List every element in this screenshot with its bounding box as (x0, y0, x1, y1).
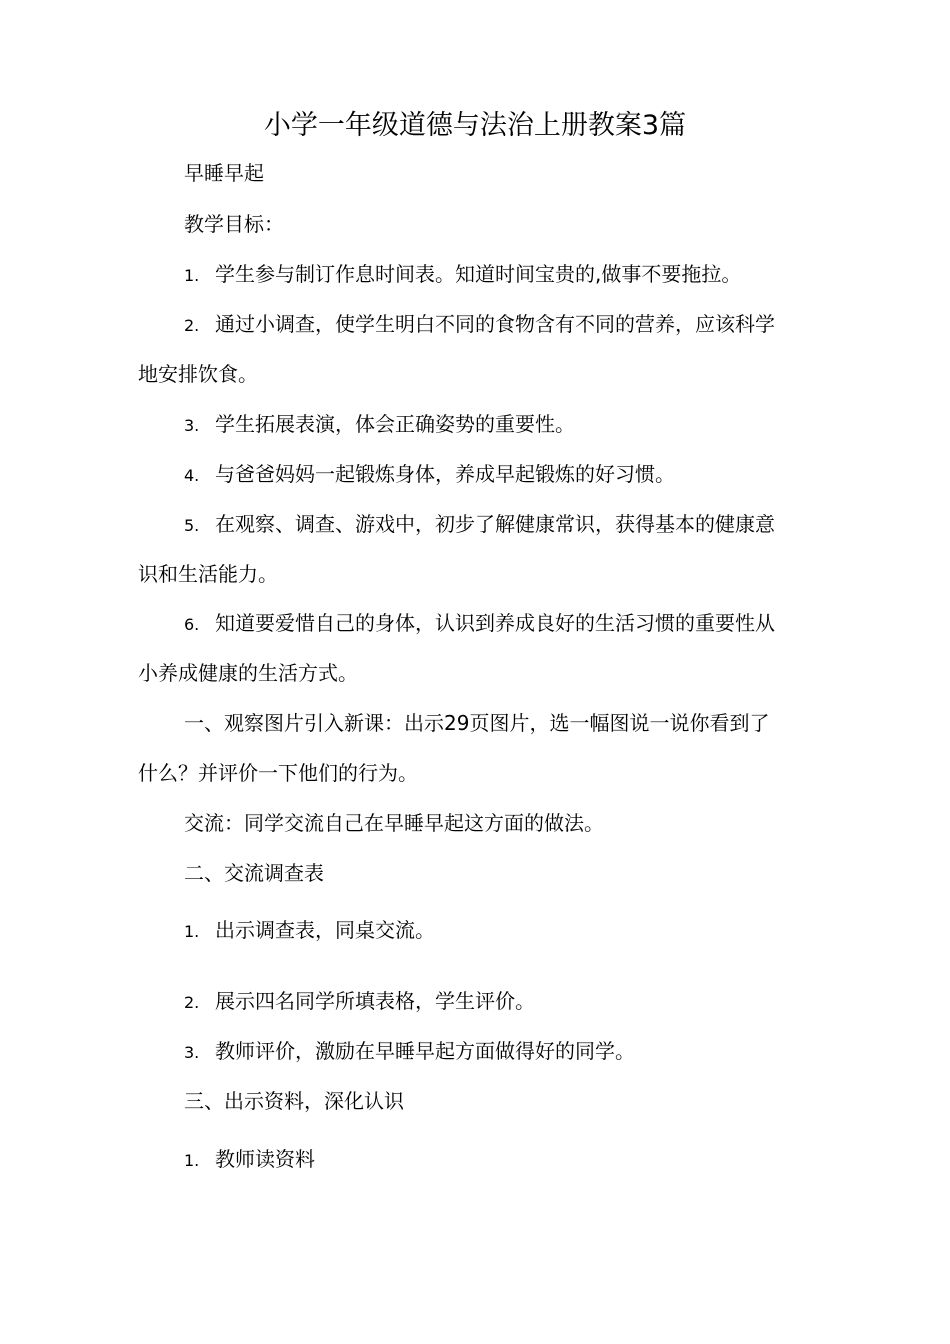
list-item (184, 259, 824, 291)
list-item (184, 608, 824, 640)
list-number: 6. (184, 615, 200, 634)
section-heading (184, 1086, 824, 1116)
list-number: 5. (184, 516, 200, 535)
list-item (184, 915, 824, 947)
text: 二、交流调查表 (184, 861, 324, 885)
text: 一、观察图片引入新课：出示29页图片，选一幅图说一说你看到了 (184, 711, 770, 735)
list-item (184, 1036, 824, 1068)
text: 出示调查表，同桌交流。 (215, 918, 435, 942)
list-item (184, 1144, 824, 1176)
text: 知道要爱惜自己的身体，认识到养成良好的生活习惯的重要性从 (215, 611, 775, 635)
text: 在观察、调查、游戏中，初步了解健康常识，获得基本的健康意 (215, 512, 775, 536)
text: 与爸爸妈妈一起锻炼身体，养成早起锻炼的好习惯。 (215, 462, 675, 486)
paragraph (184, 209, 824, 239)
text: 教师读资料 (215, 1147, 315, 1171)
list-item (184, 986, 824, 1018)
text: 展示四名同学所填表格，学生评价。 (215, 989, 535, 1013)
text: 教学目标： (184, 212, 284, 236)
text: 通过小调查，使学生明白不同的食物含有不同的营养，应该科学 (215, 312, 775, 336)
text: 教师评价，激励在早睡早起方面做得好的同学。 (215, 1039, 635, 1063)
text: 学生拓展表演，体会正确姿势的重要性。 (215, 412, 575, 436)
paragraph-continuation (138, 559, 828, 589)
paragraph-continuation (138, 758, 828, 788)
paragraph-continuation (138, 359, 828, 389)
list-item (184, 409, 824, 441)
document-title: 小学一年级道德与法治上册教案3篇 (263, 110, 687, 141)
text: 早睡早起 (184, 161, 264, 185)
section-heading (184, 158, 824, 188)
text: 小养成健康的生活方式。 (138, 661, 358, 685)
text: 学生参与制订作息时间表。知道时间宝贵的,做事不要拖拉。 (215, 262, 742, 286)
paragraph (184, 808, 824, 838)
text: 地安排饮食。 (138, 362, 258, 386)
list-number: 1. (184, 1151, 200, 1170)
list-item (184, 309, 824, 341)
list-item (184, 509, 824, 541)
text: 什么？并评价一下他们的行为。 (138, 761, 418, 785)
list-number: 3. (184, 1043, 200, 1062)
list-number: 4. (184, 466, 200, 485)
list-item (184, 459, 824, 491)
list-number: 3. (184, 416, 200, 435)
text: 交流：同学交流自己在早睡早起这方面的做法。 (184, 811, 604, 835)
list-number: 1. (184, 922, 200, 941)
list-number: 2. (184, 316, 200, 335)
text: 三、出示资料，深化认识 (184, 1089, 404, 1113)
section-heading (184, 858, 824, 888)
paragraph-continuation (138, 658, 828, 688)
list-number: 1. (184, 266, 200, 285)
section-heading (184, 708, 824, 738)
text: 识和生活能力。 (138, 562, 278, 586)
list-number: 2. (184, 993, 200, 1012)
